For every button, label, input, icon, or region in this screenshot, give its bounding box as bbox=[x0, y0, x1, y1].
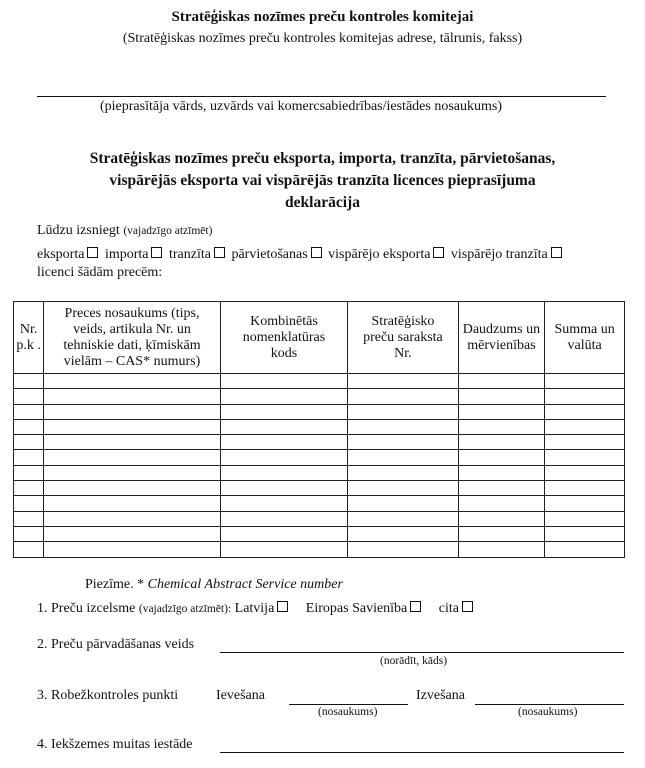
border-label: 3. Robežkontroles punkti bbox=[37, 688, 179, 703]
entry-label: Ievešana bbox=[216, 688, 265, 703]
table-row bbox=[14, 481, 625, 496]
note-label: Piezīme. * bbox=[85, 577, 145, 592]
request-hint: (vajadzīgo atzīmēt) bbox=[123, 225, 213, 237]
table-cell[interactable] bbox=[44, 526, 220, 541]
table-row bbox=[14, 435, 625, 450]
request-label-text: Lūdzu izsniegt bbox=[37, 223, 120, 238]
header-list-nr: Stratēģisko preču saraksta Nr. bbox=[348, 302, 458, 374]
exit-input-line[interactable] bbox=[475, 704, 624, 705]
option-label: vispārējo eksporta bbox=[328, 247, 431, 262]
origin-hint: (vajadzīgo atzīmēt): bbox=[138, 603, 232, 615]
table-cell[interactable] bbox=[14, 389, 44, 404]
table-cell[interactable] bbox=[44, 481, 220, 496]
origin-eu-checkbox[interactable] bbox=[410, 601, 421, 612]
table-row bbox=[14, 450, 625, 465]
table-cell[interactable] bbox=[44, 419, 220, 434]
table-cell[interactable] bbox=[458, 419, 545, 434]
origin-label: 1. Preču izcelsme bbox=[37, 601, 136, 616]
table-cell[interactable] bbox=[220, 389, 347, 404]
recipient-subtitle: (Stratēģiskas nozīmes preču kontroles komitejas adrese, tālrunis, fakss) bbox=[122, 31, 523, 46]
table-cell[interactable] bbox=[44, 465, 220, 480]
option-visparejo-eksporta[interactable] bbox=[328, 247, 447, 262]
table-cell[interactable] bbox=[14, 419, 44, 434]
table-cell[interactable] bbox=[545, 389, 625, 404]
table-cell[interactable] bbox=[348, 404, 458, 419]
table-cell[interactable] bbox=[348, 465, 458, 480]
origin-latvija-label: Latvija bbox=[234, 601, 275, 616]
header-quantity: Daudzums un mērvienības bbox=[458, 302, 545, 374]
transport-input-line[interactable] bbox=[220, 652, 624, 653]
checkbox[interactable] bbox=[87, 247, 98, 258]
exit-label: Izvešana bbox=[416, 688, 465, 703]
table-cell[interactable] bbox=[545, 404, 625, 419]
origin-other-label: cita bbox=[438, 601, 459, 616]
table-row bbox=[14, 542, 625, 557]
table-cell[interactable] bbox=[44, 389, 220, 404]
table-cell[interactable] bbox=[14, 450, 44, 465]
option-label: vispārējo tranzīta bbox=[450, 247, 548, 262]
customs-input-line[interactable] bbox=[220, 752, 624, 753]
transport-caption: (norādīt, kāds) bbox=[380, 655, 448, 667]
table-cell[interactable] bbox=[348, 496, 458, 511]
goods-table bbox=[13, 301, 625, 558]
checkbox[interactable] bbox=[551, 247, 562, 258]
request-label bbox=[37, 223, 212, 239]
table-cell[interactable] bbox=[44, 450, 220, 465]
table-row bbox=[14, 374, 625, 389]
checkbox[interactable] bbox=[151, 247, 162, 258]
table-cell[interactable] bbox=[220, 542, 347, 557]
exit-caption: (nosaukums) bbox=[518, 706, 578, 718]
customs-label: 4. Iekšzemes muitas iestāde bbox=[37, 737, 193, 752]
table-cell[interactable] bbox=[458, 465, 545, 480]
header-cn-code: Kombinētās nomenklatūras kods bbox=[220, 302, 347, 374]
table-cell[interactable] bbox=[348, 389, 458, 404]
table-cell[interactable] bbox=[14, 465, 44, 480]
table-cell[interactable] bbox=[44, 404, 220, 419]
table-cell[interactable] bbox=[545, 419, 625, 434]
table-cell[interactable] bbox=[545, 450, 625, 465]
table-cell[interactable] bbox=[545, 481, 625, 496]
note-text: Chemical Abstract Service number bbox=[147, 577, 343, 592]
table-cell[interactable] bbox=[44, 435, 220, 450]
table-cell[interactable] bbox=[220, 481, 347, 496]
table-cell[interactable] bbox=[545, 465, 625, 480]
table-cell[interactable] bbox=[458, 374, 545, 389]
table-cell[interactable] bbox=[458, 542, 545, 557]
table-row bbox=[14, 404, 625, 419]
table-cell[interactable] bbox=[458, 450, 545, 465]
table-row bbox=[14, 419, 625, 434]
table-cell[interactable] bbox=[545, 526, 625, 541]
note bbox=[85, 577, 343, 593]
table-cell[interactable] bbox=[348, 435, 458, 450]
transport-label: 2. Preču pārvadāšanas veids bbox=[37, 637, 195, 652]
option-label: importa bbox=[104, 247, 149, 262]
table-row bbox=[14, 496, 625, 511]
table-cell[interactable] bbox=[44, 374, 220, 389]
table-cell[interactable] bbox=[220, 435, 347, 450]
table-cell[interactable] bbox=[348, 542, 458, 557]
table-cell[interactable] bbox=[458, 435, 545, 450]
table-row bbox=[14, 511, 625, 526]
origin-eu-label: Eiropas Savienība bbox=[305, 601, 408, 616]
table-cell[interactable] bbox=[348, 419, 458, 434]
form-title-line2: vispārējās eksporta vai vispārējās tranzīta licences pieprasījuma bbox=[109, 172, 536, 189]
table-cell[interactable] bbox=[14, 404, 44, 419]
table-cell[interactable] bbox=[458, 389, 545, 404]
option-label: pārvietošanas bbox=[231, 247, 308, 262]
option-tranzita[interactable] bbox=[169, 247, 228, 262]
recipient-title: Stratēģiskas nozīmes preču kontroles komitejai bbox=[171, 9, 474, 25]
origin-row bbox=[37, 601, 476, 617]
table-cell[interactable] bbox=[220, 511, 347, 526]
table-header-row bbox=[14, 302, 625, 374]
request-suffix: licenci šādām precēm: bbox=[37, 265, 163, 280]
table-cell[interactable] bbox=[348, 511, 458, 526]
table-cell[interactable] bbox=[44, 542, 220, 557]
table-cell[interactable] bbox=[44, 496, 220, 511]
table-cell[interactable] bbox=[348, 526, 458, 541]
table-cell[interactable] bbox=[220, 419, 347, 434]
option-eksporta[interactable] bbox=[37, 247, 101, 262]
table-cell[interactable] bbox=[545, 374, 625, 389]
header-goods-name: Preces nosaukums (tips, veids, artikula Nr. un tehniskie dati, ķīmiskām vielām – CAS* numurs) bbox=[44, 302, 220, 374]
checkbox[interactable] bbox=[214, 247, 225, 258]
table-cell[interactable] bbox=[14, 511, 44, 526]
entry-input-line[interactable] bbox=[289, 704, 408, 705]
table-cell[interactable] bbox=[458, 511, 545, 526]
option-label: tranzīta bbox=[168, 247, 211, 262]
table-cell[interactable] bbox=[458, 496, 545, 511]
option-importa[interactable] bbox=[105, 247, 166, 262]
table-cell[interactable] bbox=[545, 496, 625, 511]
applicant-input-line[interactable] bbox=[37, 96, 606, 97]
table-cell[interactable] bbox=[14, 481, 44, 496]
header-nr: Nr. p.k . bbox=[14, 302, 44, 374]
table-cell[interactable] bbox=[545, 435, 625, 450]
table-cell[interactable] bbox=[545, 542, 625, 557]
table-row bbox=[14, 526, 625, 541]
table-cell[interactable] bbox=[458, 481, 545, 496]
table-cell[interactable] bbox=[14, 435, 44, 450]
table-cell[interactable] bbox=[458, 404, 545, 419]
table-cell[interactable] bbox=[14, 374, 44, 389]
table-cell[interactable] bbox=[44, 511, 220, 526]
table-cell[interactable] bbox=[348, 374, 458, 389]
table-cell[interactable] bbox=[348, 450, 458, 465]
applicant-caption: (pieprasītāja vārds, uzvārds vai komercsabiedrības/iestādes nosaukums) bbox=[100, 99, 502, 114]
option-parvietosanas[interactable] bbox=[231, 247, 324, 262]
origin-latvija-checkbox[interactable] bbox=[277, 601, 288, 612]
form-title-line3: deklarācija bbox=[285, 194, 360, 211]
table-cell[interactable] bbox=[348, 481, 458, 496]
form-title-line1: Stratēģiskas nozīmes preču eksporta, importa, tranzīta, pārvietošanas, bbox=[89, 150, 556, 167]
table-cell[interactable] bbox=[14, 542, 44, 557]
table-cell[interactable] bbox=[220, 496, 347, 511]
table-cell[interactable] bbox=[458, 526, 545, 541]
table-cell[interactable] bbox=[220, 465, 347, 480]
checkbox[interactable] bbox=[311, 247, 322, 258]
checkbox[interactable] bbox=[433, 247, 444, 258]
table-cell[interactable] bbox=[220, 450, 347, 465]
table-row bbox=[14, 389, 625, 404]
option-visparejo-tranzita[interactable] bbox=[451, 247, 565, 262]
table-cell[interactable] bbox=[220, 526, 347, 541]
table-cell[interactable] bbox=[220, 404, 347, 419]
table-cell[interactable] bbox=[545, 511, 625, 526]
option-label: eksporta bbox=[37, 247, 85, 262]
header-amount: Summa un valūta bbox=[545, 302, 625, 374]
license-type-options bbox=[37, 247, 565, 263]
table-cell[interactable] bbox=[14, 496, 44, 511]
entry-caption: (nosaukums) bbox=[318, 706, 378, 718]
table-row bbox=[14, 465, 625, 480]
table-cell[interactable] bbox=[220, 374, 347, 389]
table-cell[interactable] bbox=[14, 526, 44, 541]
origin-other-checkbox[interactable] bbox=[462, 601, 473, 612]
